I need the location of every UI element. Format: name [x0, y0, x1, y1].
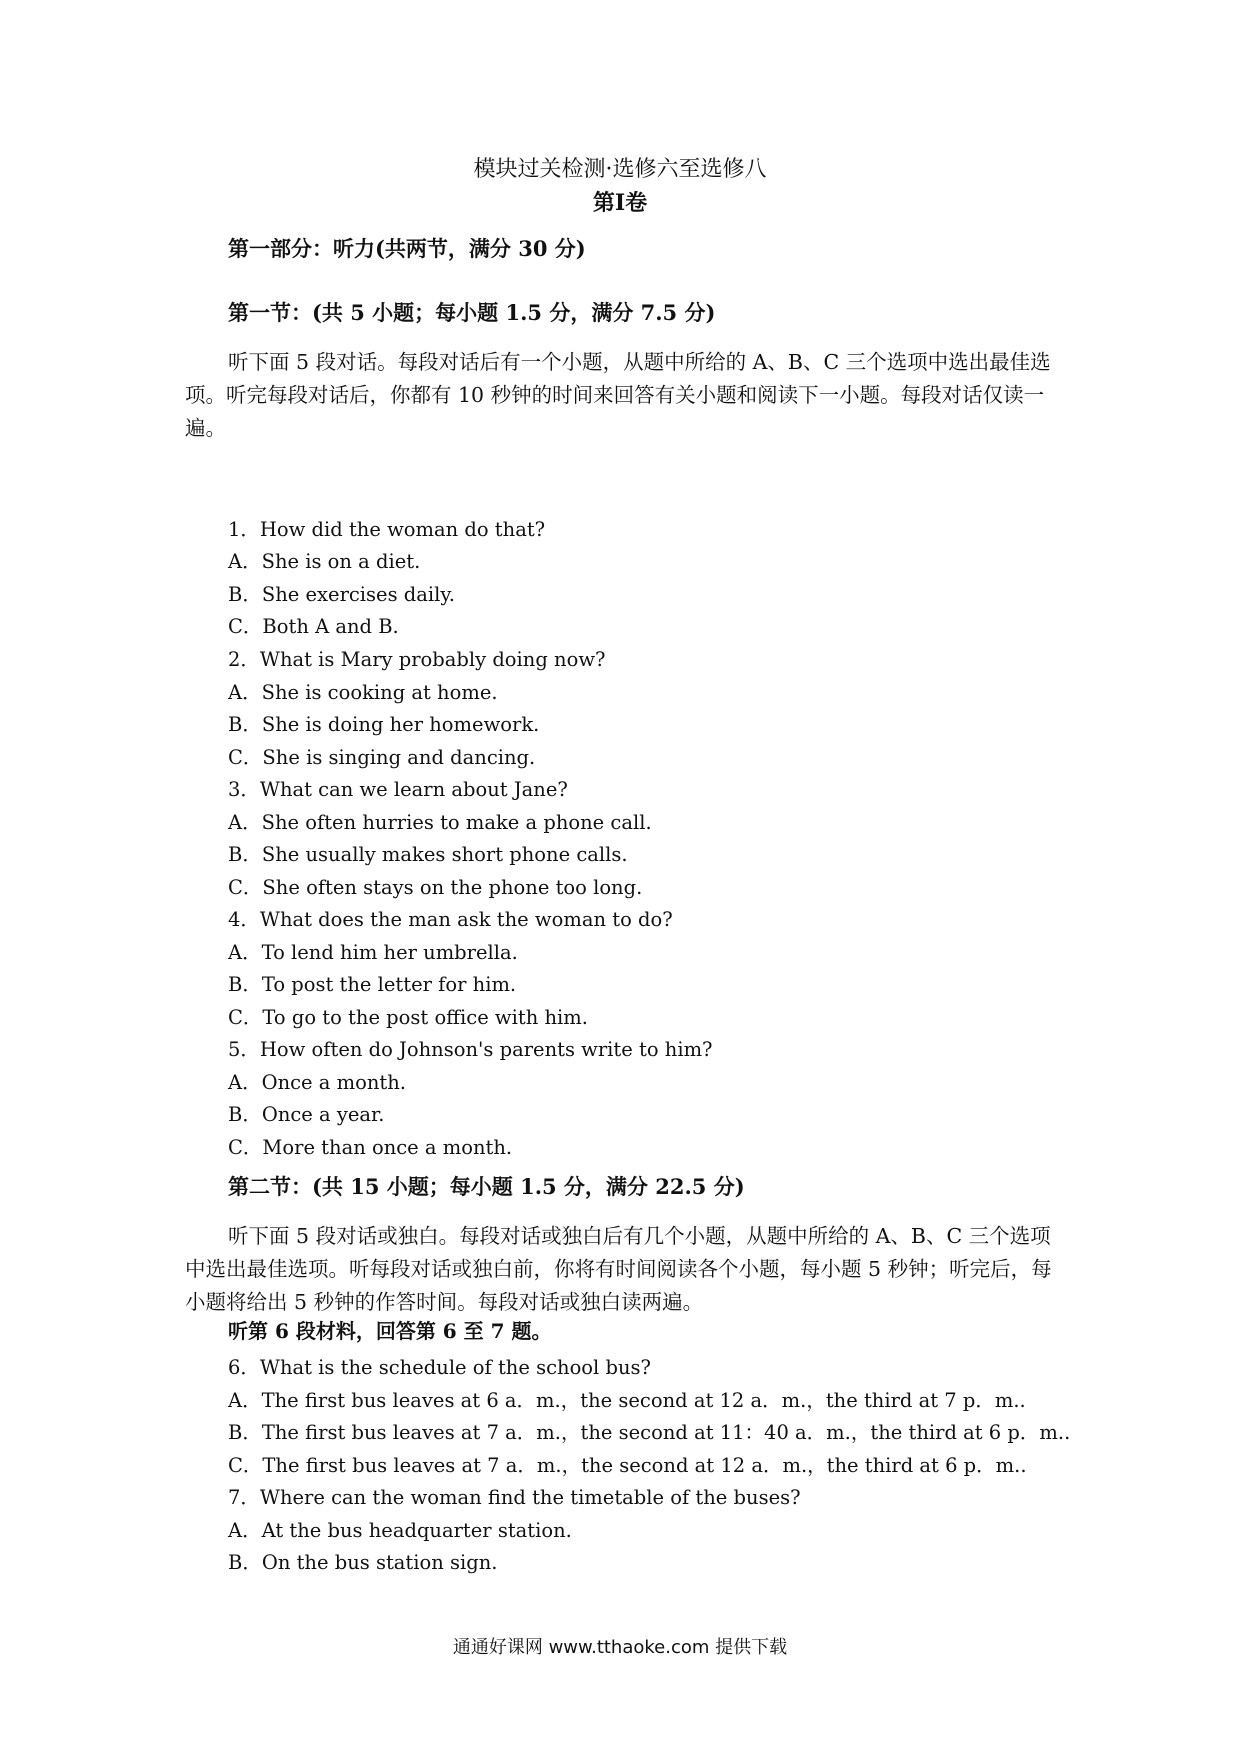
question-3: 3．What can we learn about Jane? — [228, 778, 568, 801]
q1-option-c: C．Both A and B. — [228, 615, 399, 638]
section1-instruction: 听下面 5 段对话。每段对话后有一个小题，从题中所给的 A、B、C 三个选项中选出最佳选项。听完每段对话后，你都有 10 秒钟的时间来回答有关小题和阅读下一小题。每段对话仅读一遍。 — [185, 350, 1051, 440]
q3-option-c: C．She often stays on the phone too long. — [228, 876, 643, 899]
q3-option-b: B．She usually makes short phone calls. — [228, 843, 628, 866]
q4-option-c: C．To go to the post office with him. — [228, 1006, 588, 1029]
question-2: 2．What is Mary probably doing now? — [228, 648, 606, 671]
section2-instruction: 听下面 5 段对话或独白。每段对话或独白后有几个小题，从题中所给的 A、B、C 三个选项中选出最佳选项。听每段对话或独白前，你将有时间阅读各个小题，每小题 5 秒钟；听完后，每小题将给出 5 秒钟的作答时间。每段对话或独白读两遍。 — [185, 1224, 1052, 1314]
question-4: 4．What does the man ask the woman to do? — [228, 908, 673, 931]
section2-heading: 第二节：(共 15 小题；每小题 1.5 分，满分 22.5 分) — [228, 1174, 745, 1199]
q6-option-a: A．The first bus leaves at 6 a．m.，the second at 12 a．m.，the third at 7 p．m.. — [228, 1389, 1026, 1412]
q7-option-a: A．At the bus headquarter station. — [228, 1519, 572, 1542]
q2-option-b: B．She is doing her homework. — [228, 713, 540, 736]
q6-option-c: C．The first bus leaves at 7 a．m.，the second at 12 a．m.，the third at 6 p．m.. — [228, 1454, 1027, 1477]
material-note: 听第 6 段材料，回答第 6 至 7 题。 — [228, 1319, 552, 1343]
q2-option-c: C．She is singing and dancing. — [228, 746, 536, 769]
part1-heading: 第一部分：听力(共两节，满分 30 分) — [228, 236, 586, 261]
q7-option-b: B．On the bus station sign. — [228, 1551, 498, 1574]
q5-option-a: A．Once a month. — [228, 1071, 406, 1094]
document-title: 模块过关检测·选修六至选修八 — [473, 157, 767, 182]
q1-option-a: A．She is on a diet. — [228, 550, 421, 573]
q3-option-a: A．She often hurries to make a phone call. — [228, 811, 652, 834]
question-7: 7．Where can the woman find the timetable of the buses? — [228, 1486, 801, 1509]
q1-option-b: B．She exercises daily. — [228, 583, 456, 606]
q6-option-b: B．The first bus leaves at 7 a．m.，the second at 11：40 a．m.，the third at 6 p．m.. — [228, 1421, 1071, 1444]
question-1: 1．How did the woman do that? — [228, 518, 546, 541]
question-6: 6．What is the schedule of the school bus? — [228, 1356, 651, 1379]
q2-option-a: A．She is cooking at home. — [228, 681, 498, 704]
question-5: 5．How often do Johnson's parents write to him? — [228, 1038, 713, 1061]
page-footer: 通通好课网 www.tthaoke.com 提供下载 — [452, 1637, 788, 1658]
q4-option-a: A．To lend him her umbrella. — [228, 941, 518, 964]
volume-label: 第Ⅰ卷 — [592, 190, 648, 216]
q5-option-c: C．More than once a month. — [228, 1136, 513, 1159]
q5-option-b: B．Once a year. — [228, 1103, 385, 1126]
section1-heading: 第一节：(共 5 小题；每小题 1.5 分，满分 7.5 分) — [228, 300, 716, 325]
q4-option-b: B．To post the letter for him. — [228, 973, 517, 996]
